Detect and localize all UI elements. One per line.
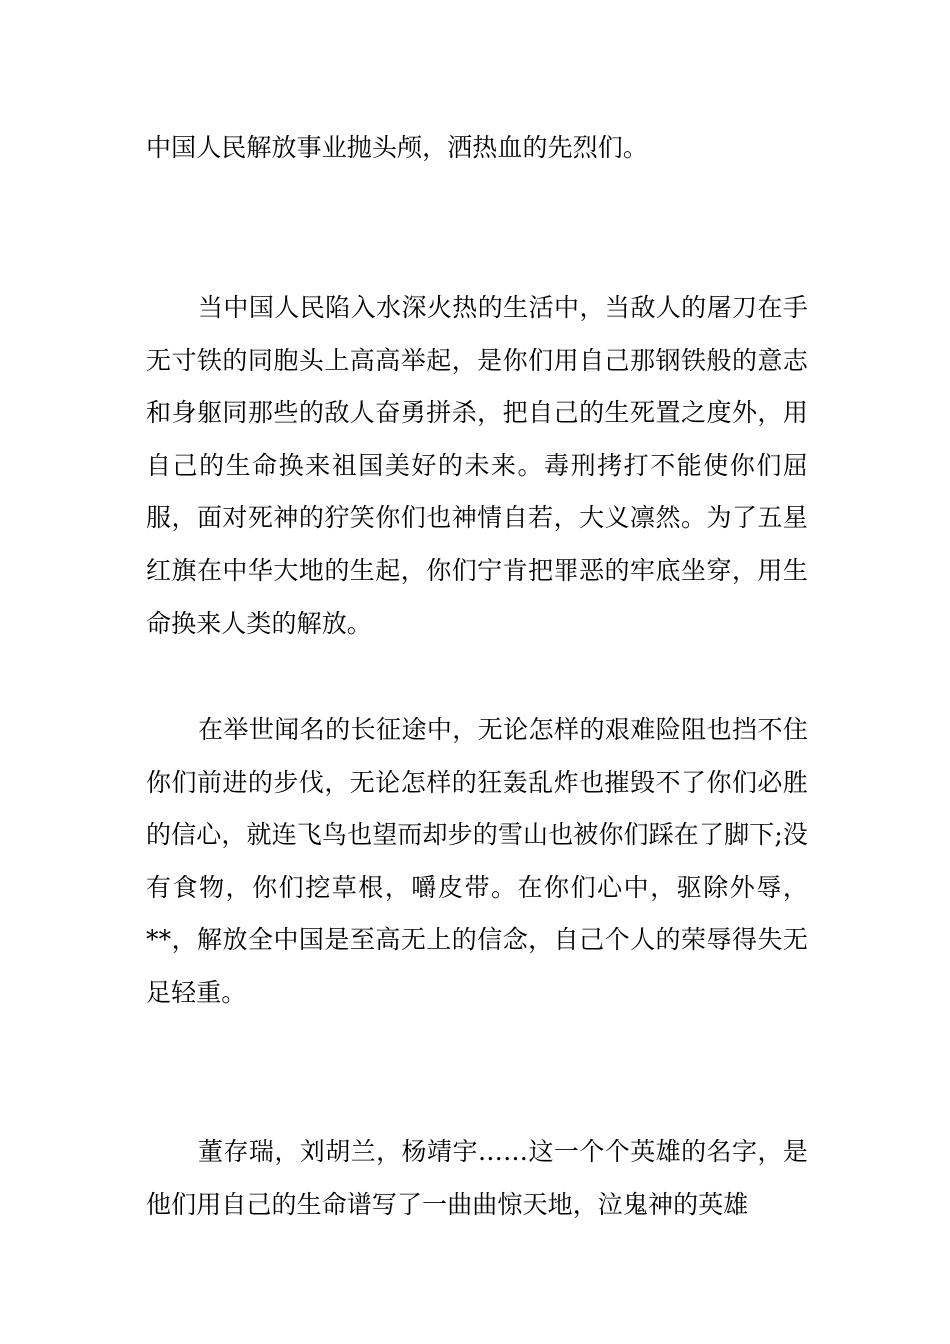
paragraph-2: 当中国人民陷入水深火热的生活中，当敌人的屠刀在手无寸铁的同胞头上高高举起，是你们用自己那钢铁般的意志和身躯同那些的敌人奋勇拼杀，把自己的生死置之度外，用自己的生命换来祖国美好的未来。毒刑拷打不能使你们屈服，面对死神的狞笑你们也神情自若，大义凛然。为了五星红旗在中华大地的生起，你们宁肯把罪恶的牢底坐穿，用生命换来人类的解放。 — [146, 293, 808, 638]
paragraph-1: 中国人民解放事业抛头颅，洒热血的先烈们。 — [146, 133, 649, 162]
paragraph-3: 在举世闻名的长征途中，无论怎样的艰难险阻也挡不住你们前进的步伐，无论怎样的狂轰乱炸也摧毁不了你们必胜的信心，就连飞鸟也望而却步的雪山也被你们踩在了脚下;没有食物，你们挖草根，嚼皮带。在你们心中，驱除外辱，**，解放全中国是至高无上的信念，自己个人的荣辱得失无足轻重。 — [146, 715, 808, 1007]
paragraph-4: 董存瑞，刘胡兰，杨靖宇……这一个个英雄的名字，是他们用自己的生命谱写了一曲曲惊天地，泣鬼神的英雄 — [146, 1137, 808, 1219]
